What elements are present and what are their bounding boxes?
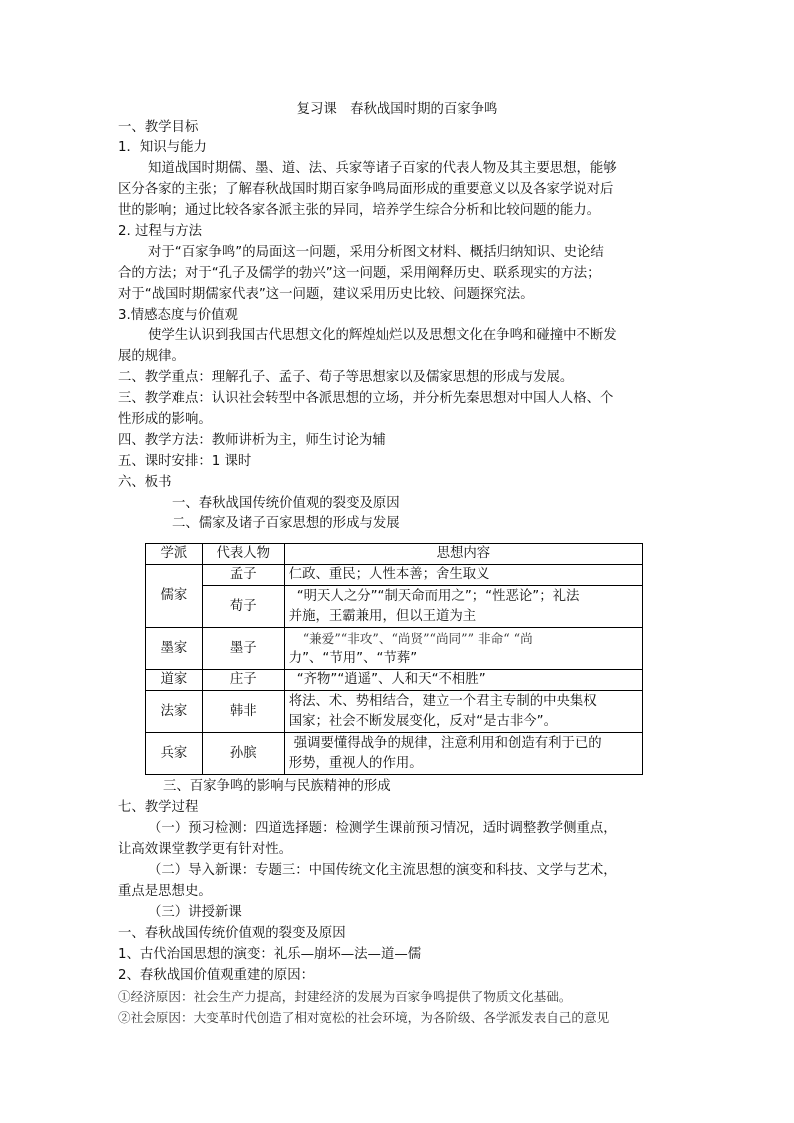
table-row xyxy=(146,733,643,775)
subheading-knowledge: 1．知识与能力 xyxy=(118,140,207,155)
table-row xyxy=(146,586,643,628)
content-line: 强调要懂得战争的规律，注意利用和创造有利于已的 xyxy=(293,735,602,751)
content-line: 并施，王霸兼用，但以王道为主 xyxy=(288,608,477,624)
paragraph-line: 对于“战国时期儒家代表”这一问题，建议采用历史比较、问题探究法。 xyxy=(118,287,534,302)
content-line: “明天人之分”“制天命而用之”；“性恶论”；礼法 xyxy=(296,588,580,604)
school-cell: 法家 xyxy=(146,691,203,733)
person-cell: 庄子 xyxy=(202,670,284,691)
subheading-attitude: 3.情感态度与价值观 xyxy=(118,308,238,323)
content-cell xyxy=(284,670,642,691)
school-cell: 兵家 xyxy=(146,733,203,775)
paragraph-line: （一）预习检测：四道选择题：检测学生课前预习情况，适时调整教学侧重点， xyxy=(148,821,617,836)
table-row xyxy=(146,628,643,670)
content-cell xyxy=(284,565,642,586)
cause-line: ②社会原因：大变革时代创造了相对宽松的社会环境，为各阶级、各学派发表自己的意见 xyxy=(118,1010,610,1025)
person-cell: 荀子 xyxy=(202,586,284,628)
lecture-item: 2、春秋战国价值观重建的原因： xyxy=(118,968,314,983)
section-process: 七、教学过程 xyxy=(118,800,199,815)
person-cell: 孟子 xyxy=(202,565,284,586)
content-line: 仁政、重民；人性本善；舍生取义 xyxy=(288,567,490,582)
section-difficulties-cont: 性形成的影响。 xyxy=(118,412,212,427)
section-schedule: 五、课时安排：1 课时 xyxy=(118,454,252,469)
paragraph-line: （三）讲授新课 xyxy=(148,905,242,920)
content-line: 形势，重视人的作用。 xyxy=(288,755,423,771)
school-cell: 墨家 xyxy=(146,628,203,670)
board-item: 二、儒家及诸子百家思想的形成与发展 xyxy=(172,516,400,531)
content-cell xyxy=(284,733,642,775)
cause-line: ①经济原因：社会生产力提高，封建经济的发展为百家争鸣提供了物质文化基础。 xyxy=(118,989,572,1004)
subheading-process: 2. 过程与方法 xyxy=(118,224,202,239)
paragraph-line: 展的规律。 xyxy=(118,349,185,364)
section-heading-objectives: 一、教学目标 xyxy=(118,120,199,135)
paragraph-line: 知道战国时期儒、墨、道、法、兵家等诸子百家的代表人物及其主要思想，能够 xyxy=(148,161,617,176)
section-difficulties: 三、教学难点：认识社会转型中各派思想的立场，并分析先秦思想对中国人人格、个 xyxy=(118,391,614,406)
content-line: “兼爱”“非攻”、“尚贤”“尚同”” 非命“ “尚 xyxy=(302,630,533,646)
content-cell xyxy=(284,628,642,670)
paragraph-line: 区分各家的主张；了解春秋战国时期百家争鸣局面形成的重要意义以及各家学说对后 xyxy=(118,182,614,197)
board-item: 一、春秋战国传统价值观的裂变及原因 xyxy=(172,496,400,511)
paragraph-line: 合的方法；对于“孔子及儒学的勃兴”这一问题，采用阐释历史、联系现实的方法； xyxy=(118,266,601,281)
content-line: 国家；社会不断发展变化，反对“是古非今”。 xyxy=(288,713,558,729)
person-cell: 韩非 xyxy=(202,691,284,733)
content-line: “齐物”“逍遥”、人和天“不相胜” xyxy=(296,672,486,687)
table-row xyxy=(146,670,643,691)
paragraph-line: 对于“百家争鸣”的局面这一问题，采用分析图文材料、概括归纳知识、史论结 xyxy=(148,245,604,260)
school-cell: 儒家 xyxy=(146,565,203,628)
table-header: 思想内容 xyxy=(284,544,642,565)
content-cell xyxy=(284,691,642,733)
content-cell xyxy=(284,586,642,628)
table-row xyxy=(146,565,643,586)
table-header: 学派 xyxy=(146,544,203,565)
person-cell: 墨子 xyxy=(202,628,284,670)
table-row xyxy=(146,691,643,733)
schools-table xyxy=(145,543,643,775)
paragraph-line: 重点是思想史。 xyxy=(118,884,212,899)
paragraph-line: 使学生认识到我国古代思想文化的辉煌灿烂以及思想文化在争鸣和碰撞中不断发 xyxy=(148,328,617,343)
page-title: 复习课 春秋战国时期的百家争鸣 xyxy=(296,102,498,117)
paragraph-line: （二）导入新课：专题三：中国传统文化主流思想的演变和科技、文学与艺术， xyxy=(148,863,617,878)
content-line: 将法、术、势相结合，建立一个君主专制的中央集权 xyxy=(288,693,597,709)
school-cell: 道家 xyxy=(146,670,203,691)
section-methods: 四、教学方法：教师讲析为主，师生讨论为辅 xyxy=(118,433,386,448)
paragraph-line: 世的影响；通过比较各家各派主张的异同，培养学生综合分析和比较问题的能力。 xyxy=(118,203,601,218)
section-key-points: 二、教学重点：理解孔子、孟子、荀子等思想家以及儒家思想的形成与发展。 xyxy=(118,370,574,385)
table-header-row xyxy=(146,544,643,565)
lecture-heading: 一、春秋战国传统价值观的裂变及原因 xyxy=(118,926,346,941)
table-header: 代表人物 xyxy=(202,544,284,565)
paragraph-line: 让高效课堂教学更有针对性。 xyxy=(118,842,293,857)
lecture-item: 1、古代治国思想的演变：礼乐—崩坏—法—道—儒 xyxy=(118,947,422,962)
board-item: 三、百家争鸣的影响与民族精神的形成 xyxy=(163,779,391,794)
section-board: 六、板书 xyxy=(118,475,172,490)
person-cell: 孙膑 xyxy=(202,733,284,775)
content-line: 力”、“节用”、“节葬” xyxy=(288,650,418,666)
